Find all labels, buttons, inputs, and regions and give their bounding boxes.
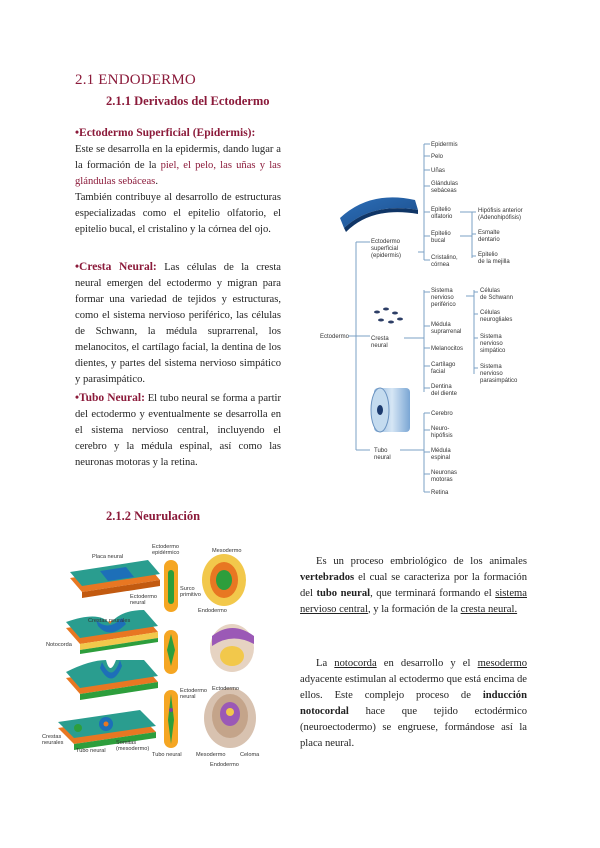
neurulacion-paragraph-1 (300, 554, 527, 618)
neurulacion-paragraph-2 (300, 656, 527, 752)
label-somitas: Somitas (mesodermo) (116, 740, 150, 752)
neural-tube-illustration (371, 388, 410, 432)
subsection-title-derivados: 2.1.1 Derivados del Ectodermo (106, 94, 270, 108)
svg-text:Cerebro: Cerebro (431, 411, 453, 417)
svg-text:Epitelioolfatorio: Epitelio olfatorio (431, 207, 453, 220)
ectodermo-text-a: Este se desarrolla en la epidermis, dando lugar a la formación de la (75, 144, 281, 171)
label-ectodermo-right: Ectodermo (212, 686, 240, 692)
svg-text:Cristalino,córnea: Cristalino, córnea (431, 255, 458, 268)
branch1-items (424, 142, 523, 268)
svg-text:Célulasde Schwann: Células de Schwann (480, 288, 514, 301)
label-tubo-left: Tubo neural (76, 748, 106, 754)
tubo-paragraph (75, 390, 281, 471)
svg-text:Glándulassebáceas: Glándulas sebáceas (431, 181, 459, 194)
neurulation-middle-column (164, 560, 178, 748)
svg-text:Melanocitos: Melanocitos (431, 346, 464, 352)
neuro-p2-c: adyacente estimulan al ectodermo que está encima de ellos. Este complejo proceso de (300, 674, 527, 701)
subsection-title-neurulacion: 2.1.2 Neurulación (106, 509, 201, 523)
svg-text:Sistemanerviosoperiférico: Sistema nervioso periférico (431, 288, 456, 308)
branch1-label: Ectodermo superficial (epidermis) (371, 239, 402, 259)
label-crestas-left: Crestas neurales (42, 734, 64, 746)
label-crestas: Crestas neurales (88, 618, 131, 624)
neurulation-stage-3 (66, 660, 158, 700)
svg-text:Neuro-hipófisis: Neuro-hipófisis (431, 426, 453, 439)
label-mesodermo-b: Mesodermo (196, 752, 226, 758)
ectoderm-derivatives-diagram (300, 130, 535, 502)
neuro-p2-d: hace que tejido ectodérmico (neuroectodermo) se engruese, formándose así la placa neural. (300, 706, 527, 749)
tubo-heading: •Tubo Neural: (75, 392, 145, 404)
neural-crest-cells-illustration (374, 308, 403, 324)
svg-text:Epiteliobucal: Epitelio bucal (431, 231, 451, 244)
neuro-p1-vertebrados: vertebrados (300, 572, 355, 583)
label-ectodermo-epidermico: Ectodermo epidérmico (152, 544, 180, 556)
branch2-label: Cresta neural (371, 336, 389, 349)
label-mesodermo: Mesodermo (212, 548, 242, 554)
label-endodermo: Endodermo (198, 608, 227, 614)
label-notocorda: Notocorda (46, 642, 72, 648)
svg-text:Célulasneurogliales: Células neurogliales (480, 310, 513, 323)
ectodermo-paragraph (75, 125, 281, 238)
neurulation-stage-2 (66, 610, 158, 654)
neuro-p2-notocorda: notocorda (334, 658, 377, 669)
svg-text:Epiteliode la mejilla: Epitelio de la mejilla (478, 252, 510, 265)
ectodermo-text-b: . (155, 176, 158, 187)
svg-text:Esmaltedentario: Esmalte dentario (478, 230, 500, 243)
section-title: 2.1 ENDODERMO (75, 72, 196, 88)
svg-text:Retina: Retina (431, 490, 449, 496)
svg-text:Uñas: Uñas (431, 168, 446, 174)
svg-text:Dentinadel diente: Dentina del diente (431, 384, 458, 397)
ectodermo-text-2: También contribuye al desarrollo de estructuras especializadas como el epitelio olfatorio, el epitelio bucal, el cristalino y la córnea del ojo. (75, 192, 281, 235)
neuro-p1-c: el cual se caracteriza por la formación del (300, 572, 527, 599)
neurulation-diagram (40, 540, 275, 768)
neuro-p1-e: , y la formación de la (367, 604, 461, 615)
svg-text:Médulasuprarrenal: Médula suprarrenal (431, 322, 462, 335)
svg-text:Médulaespinal: Médula espinal (431, 448, 451, 461)
neuro-p1-a: Es un proceso embriológico de los animales (316, 556, 527, 567)
branch3-items (424, 411, 457, 496)
cresta-heading: •Cresta Neural: (75, 261, 157, 273)
svg-text:Sistemanerviososimpático: Sistema nervioso simpático (480, 334, 506, 354)
branch2-items (424, 288, 518, 397)
neuro-p1-snc: sistema nervioso central (300, 588, 527, 615)
label-endodermo-b: Endodermo (210, 762, 239, 768)
label-celoma: Celoma (240, 752, 260, 758)
neuro-p2-b: en desarrollo y el (376, 658, 478, 669)
neuro-p1-cresta: cresta neural. (460, 604, 518, 615)
label-tubo-bottom: Tubo neural (152, 752, 182, 758)
svg-text:Hipófisis anterior(Adenohipófi: Hipófisis anterior (Adenohipófisis) (478, 208, 523, 221)
neuro-p1-tubo: tubo neural (316, 588, 371, 599)
svg-text:Sistemanerviosoparasimpático: Sistema nervioso parasimpático (480, 364, 518, 384)
branch3-label: Tubo neural (374, 448, 391, 461)
label-surco: Surco primitivo (180, 586, 201, 598)
neuro-p2-induccion: inducción notocordal (300, 690, 527, 717)
cresta-paragraph (75, 259, 281, 388)
label-ectodermo-neural: Ectodermo neural (130, 594, 158, 606)
label-placa-neural: Placa neural (92, 554, 124, 560)
svg-text:Neuronasmotoras: Neuronas motoras (431, 470, 458, 483)
svg-text:Cartílagofacial: Cartílago facial (431, 362, 456, 375)
svg-text:Pelo: Pelo (431, 154, 444, 160)
ectodermo-highlight: piel, el pelo, las uñas y las glándulas sebáceas (75, 160, 281, 187)
neurulation-stage-1 (70, 560, 160, 598)
label-ectodermo-neural-2: Ectodermo neural (180, 688, 208, 700)
neurulation-stage-4 (58, 710, 156, 750)
neuro-p2-a: La (316, 658, 335, 669)
svg-text:Epidermis: Epidermis (431, 142, 458, 148)
neuro-p2-mesodermo: mesodermo (477, 658, 527, 669)
neuro-p1-d: , que terminará formando el (370, 588, 496, 599)
root-label: Ectodermo (320, 334, 350, 340)
ectodermo-heading: •Ectodermo Superficial (Epidermis): (75, 127, 256, 139)
neurulation-right-column (202, 554, 256, 748)
cresta-text: Las células de la cresta neural emergen del ectodermo y migran para formar una variedad de tejidos y estructuras, como el sistema nervioso periférico, las células de Schwann, la médula suprarrenal, los melanocitos, el cartílago facial, la dentina de los dientes, y partes del sistema nervioso simpático y parasimpático. (75, 262, 282, 385)
tubo-text: El tubo neural se forma a partir del ectodermo y eventualmente se desarrolla en el sistema nervioso central, incluyendo el cerebro y la médula espinal, así como las neuronas motoras y la retina. (75, 393, 281, 468)
